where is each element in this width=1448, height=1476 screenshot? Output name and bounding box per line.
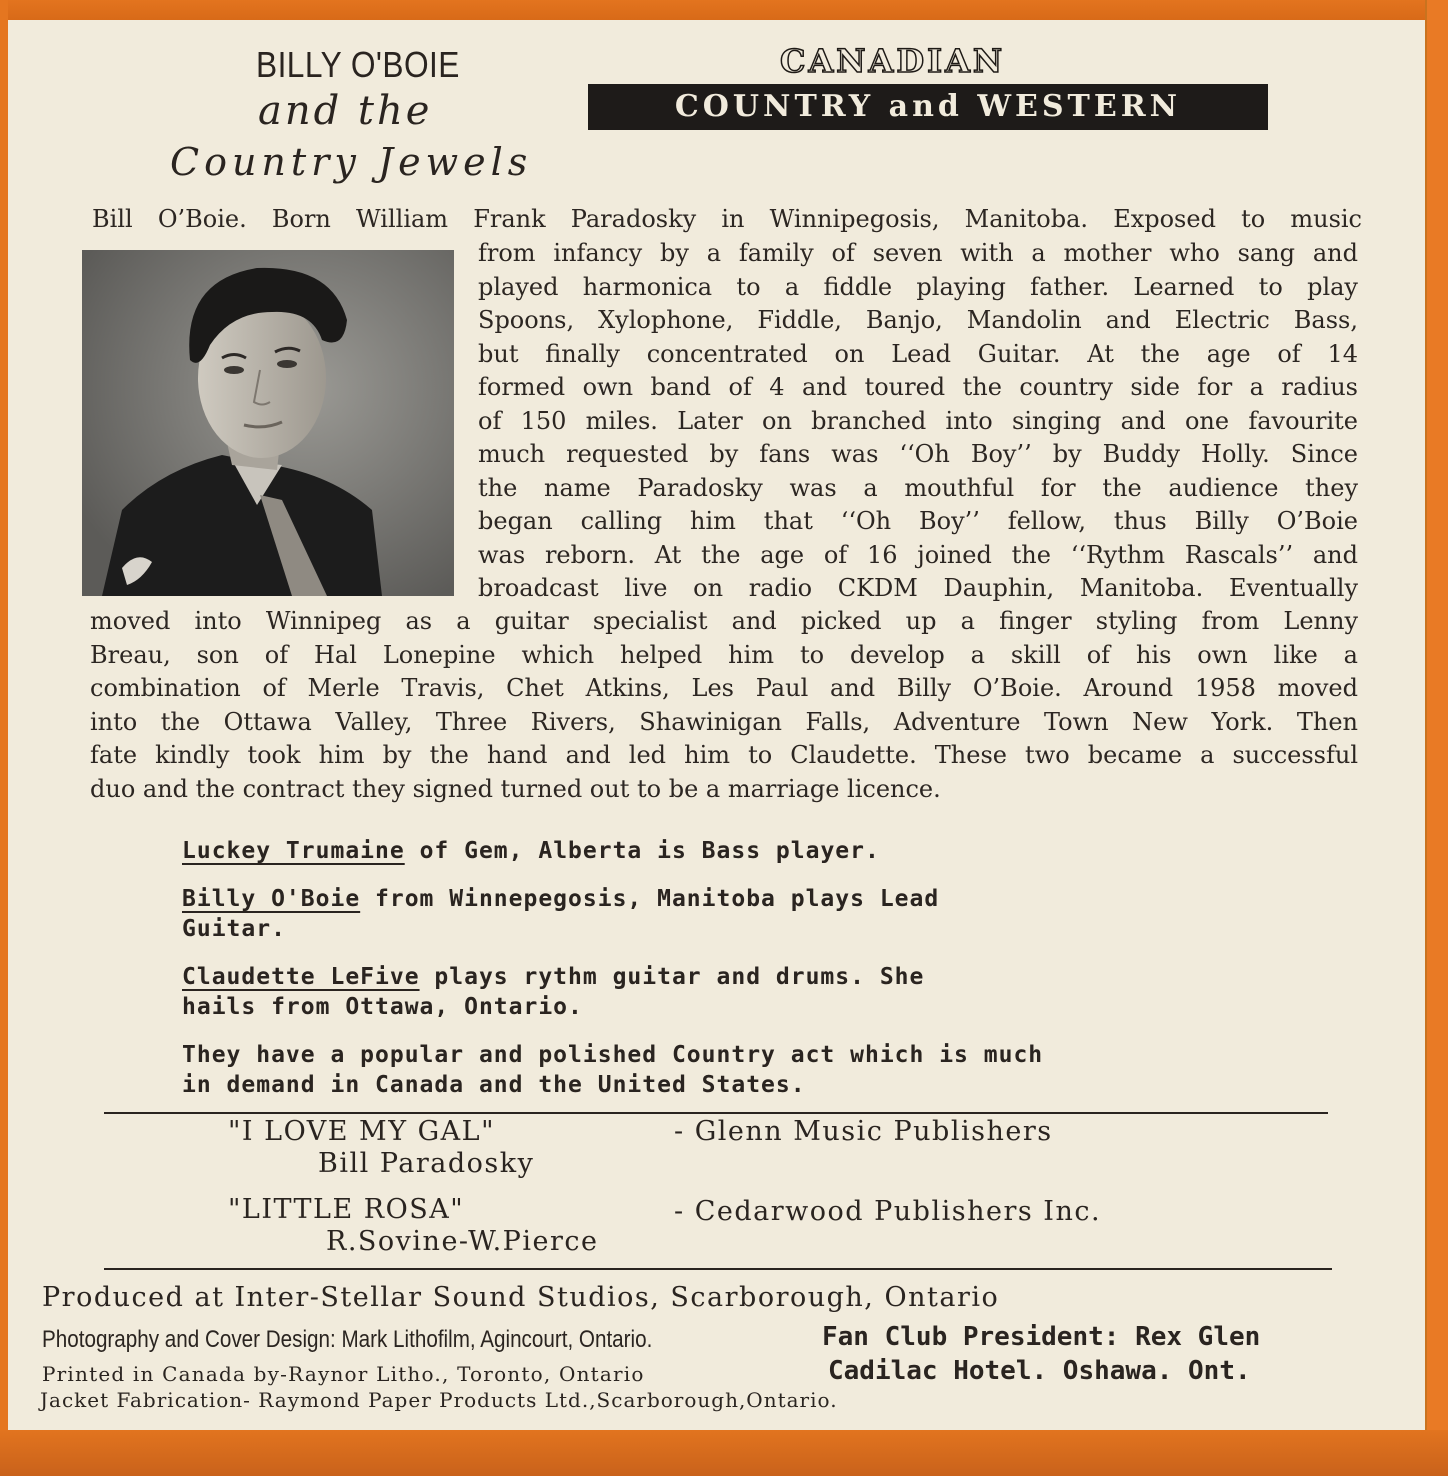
portrait-illustration [82,250,454,596]
song2-title: "LITTLE ROSA" [228,1194,465,1225]
canadian-label: CANADIAN [780,42,1006,80]
bio-line: was reborn. At the age of 16 joined the ‘‘Rythm Rascals’’ and [478,540,1358,569]
country-western-banner: COUNTRY and WESTERN [588,84,1268,130]
member-name: Luckey Trumaine [182,838,405,864]
bio-full-text [90,605,1358,806]
bio-line: into the Ottawa Valley, Three Rivers, Shawinigan Falls, Adventure Town New York. Then [90,707,1358,736]
member-rhythm-guitar [182,962,924,1022]
song1-writer: Bill Paradosky [318,1148,535,1179]
member-desc: of Gem, Alberta is Bass player. [404,838,880,864]
bio-line: played harmonica to a fiddle playing father. Learned to play [478,272,1358,301]
bio-first-line: Bill O’Boie. Born William Frank Paradosky in Winnipegosis, Manitoba. Exposed to music [92,205,1362,233]
song2-publisher: - Cedarwood Publishers Inc. [674,1196,1102,1227]
member-desc: from Winnepegosis, Manitoba plays Lead [360,886,940,912]
divider-top [104,1112,1328,1114]
member-lead-guitar [182,884,939,944]
sleeve-top-edge [0,0,1425,20]
summary-line: in demand in Canada and the United States. [182,1072,806,1098]
bio-line: combination of Merle Travis, Chet Atkins, Les Paul and Billy O’Boie. Around 1958 moved [90,674,1358,702]
bio-line: duo and the contract they signed turned out to be a marriage licence. [90,774,941,803]
member-bass [182,836,880,866]
photography-credit: Photography and Cover Design: Mark Lithofilm, Agincourt, Ontario. [42,1326,653,1353]
fan-club-credit: Fan Club President: Rex Glen [822,1322,1261,1352]
bio-line: Spoons, Xylophone, Fiddle, Banjo, Mandolin and Electric Bass, [478,306,1358,334]
act-summary [182,1040,1043,1100]
bio-wrapped-text [478,237,1358,606]
sleeve-bottom-edge [0,1430,1448,1476]
produced-credit: Produced at Inter-Stellar Sound Studios, Scarborough, Ontario [42,1282,1000,1313]
song2-writer: R.Sovine-W.Pierce [326,1226,599,1257]
song1-publisher: - Glenn Music Publishers [674,1116,1053,1147]
printed-credit: Printed in Canada by-Raynor Litho., Toronto, Ontario [42,1362,645,1386]
bio-line: of 150 miles. Later on branched into singing and one favourite [478,406,1358,435]
member-desc-cont: hails from Ottawa, Ontario. [182,994,583,1020]
divider-bottom [104,1268,1332,1270]
bio-line: but finally concentrated on Lead Guitar. At the age of 14 [478,339,1358,368]
bio-line: formed own band of 4 and toured the country side for a radius [478,373,1358,401]
song1-title: "I LOVE MY GAL" [228,1116,496,1147]
bio-line: from infancy by a family of seven with a mother who sang and [478,239,1358,267]
summary-line: They have a popular and polished Country act which is much [182,1042,1044,1068]
member-name: Claudette LeFive [182,964,420,990]
artist-name: BILLY O'BOIE [256,44,460,85]
member-desc: plays rythm guitar and drums. She [419,964,925,990]
artist-photo [82,250,454,596]
bio-line: much requested by fans was ‘‘Oh Boy’’ by Buddy Holly. Since [478,440,1358,468]
bio-line: fate kindly took him by the hand and led him to Claudette. These two became a successful [90,741,1358,769]
bio-line: Breau, son of Hal Lonepine which helped him to develop a skill of his own like a [90,640,1358,669]
band-name: Country Jewels [170,140,533,184]
artist-and: and the [258,88,433,134]
bio-line: broadcast live on radio CKDM Dauphin, Manitoba. Eventually [478,574,1358,602]
member-desc-cont: Guitar. [182,916,286,942]
bio-line: the name Paradosky was a mouthful for the audience they [478,473,1358,502]
bio-line: moved into Winnipeg as a guitar specialist and picked up a finger styling from Lenny [90,607,1358,635]
member-name: Billy O'Boie [182,886,361,912]
hotel-address: Cadilac Hotel. Oshawa. Ont. [828,1356,1251,1386]
sleeve-left-edge [0,0,8,1460]
jacket-credit: Jacket Fabrication- Raymond Paper Products Ltd.,Scarborough,Ontario. [40,1388,838,1412]
bio-line: began calling him that ‘‘Oh Boy’’ fellow, thus Billy O’Boie [478,507,1358,535]
